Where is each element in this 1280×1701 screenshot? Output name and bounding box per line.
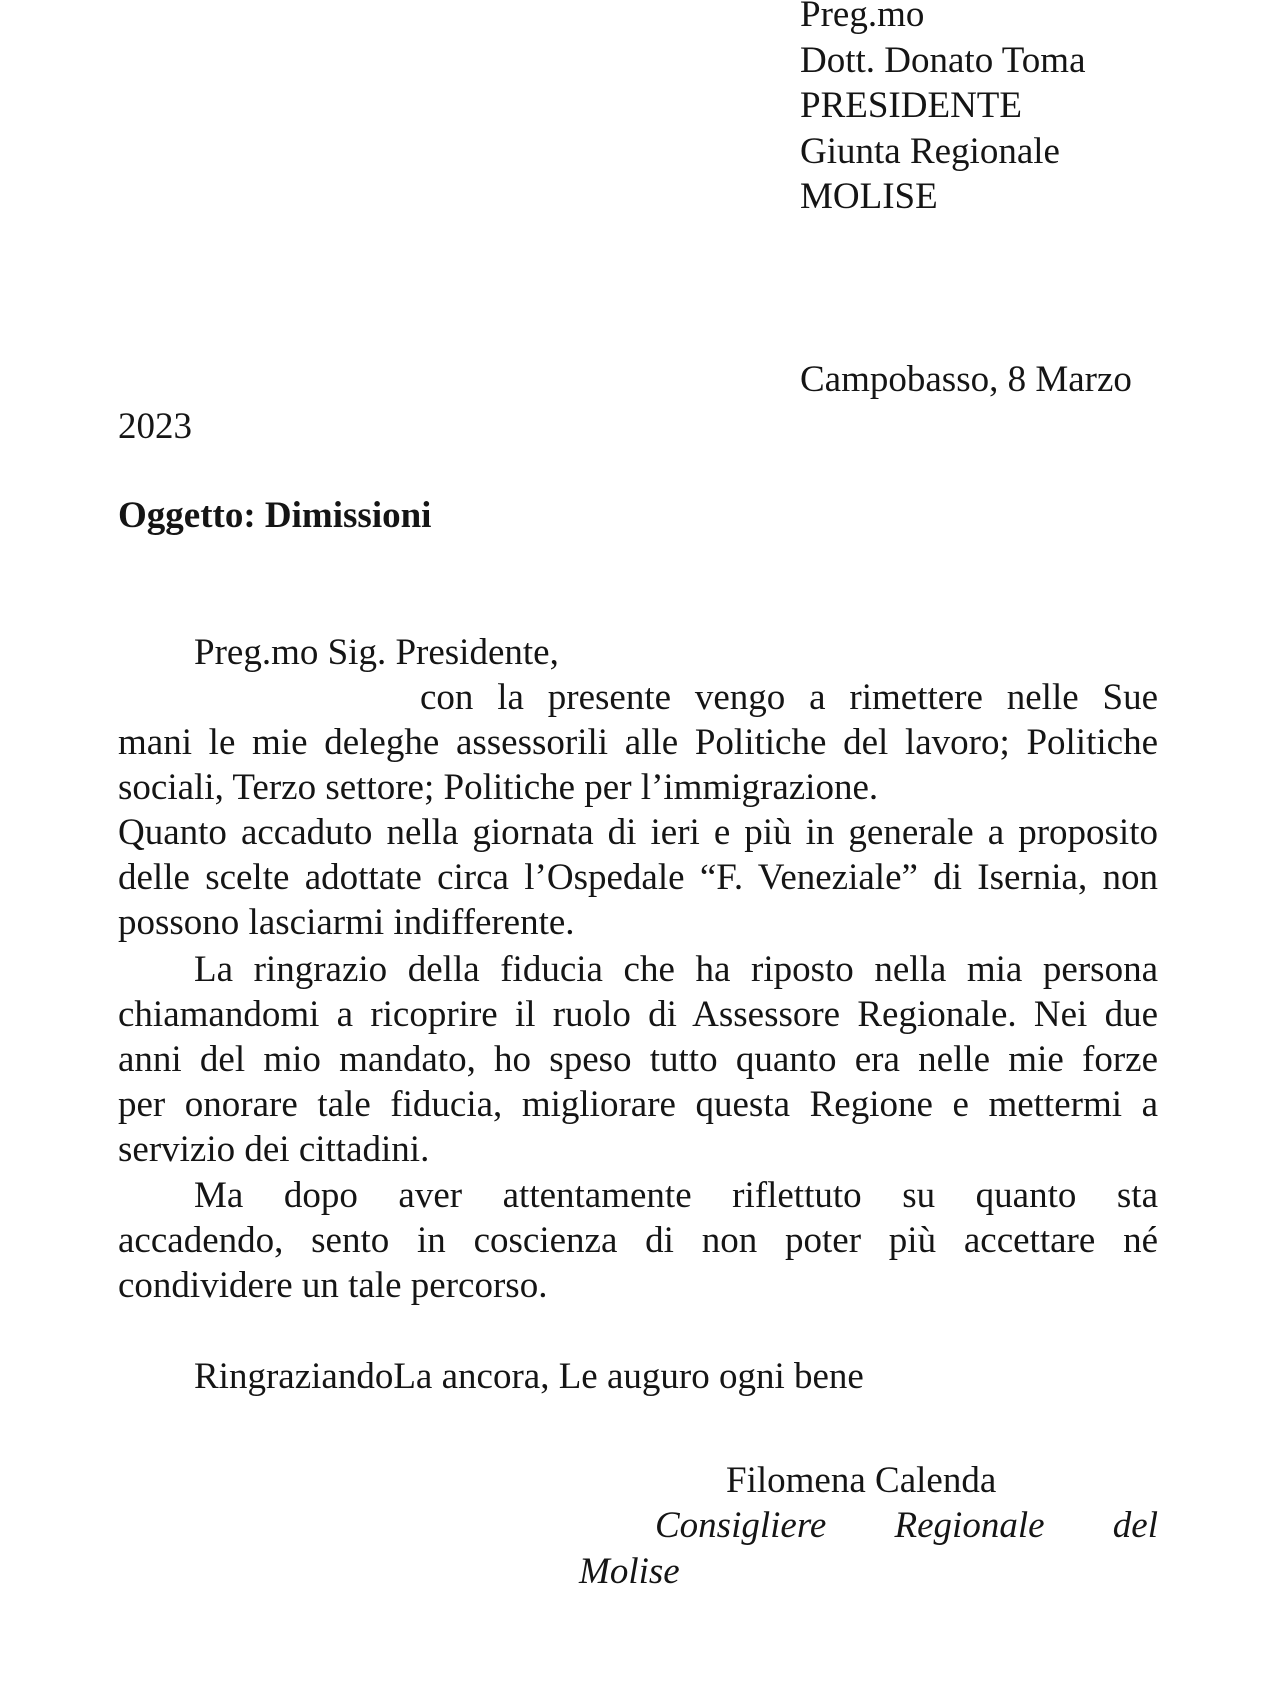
- paragraph-2-line-2: delle scelte adottate circa l’Ospedale “F. Veneziale” di Isernia, non: [118, 857, 1158, 898]
- paragraph-3-line-2: chiamandomi a ricoprire il ruolo di Assessore Regionale. Nei due: [118, 994, 1158, 1035]
- paragraph-2: [118, 810, 1158, 945]
- paragraph-4: [118, 1173, 1158, 1308]
- paragraph-1-line-3: sociali, Terzo settore; Politiche per l’immigrazione.: [118, 767, 879, 808]
- paragraph-4-line-2: accadendo, sento in coscienza di non poter più accettare né: [118, 1220, 1158, 1261]
- paragraph-4-line-3: condividere un tale percorso.: [118, 1265, 548, 1306]
- signature-name: Filomena Calenda: [726, 1460, 997, 1501]
- recipient-region: MOLISE: [800, 176, 938, 217]
- paragraph-3-line-4: per onorare tale fiducia, migliorare questa Regione e mettermi a: [118, 1084, 1158, 1125]
- recipient-body: Giunta Regionale: [800, 130, 1060, 172]
- paragraph-4-line-1: Ma dopo aver attentamente riflettuto su quanto sta: [194, 1175, 1158, 1216]
- recipient-name: Dott. Donato Toma: [800, 39, 1086, 81]
- recipient-honorific: Preg.mo: [800, 0, 925, 35]
- date-year: 2023: [118, 406, 192, 447]
- paragraph-1-line-1: con la presente vengo a rimettere nelle Sue: [420, 677, 1158, 718]
- paragraph-2-line-1: Quanto accaduto nella giornata di ieri e più in generale a proposito: [118, 812, 1158, 853]
- paragraph-2-line-3: possono lasciarmi indifferente.: [118, 902, 575, 943]
- place-date: Campobasso, 8 Marzo: [800, 359, 1132, 400]
- paragraph-1-line-2: mani le mie deleghe assessorili alle Politiche del lavoro; Politiche: [118, 722, 1158, 763]
- recipient-address: [800, 0, 1086, 220]
- salutation: Preg.mo Sig. Presidente,: [194, 632, 559, 673]
- paragraph-3: [118, 947, 1158, 1172]
- signature-role-line-2: Molise: [579, 1551, 680, 1592]
- recipient-title: PRESIDENTE: [800, 85, 1022, 126]
- subject-line: Oggetto: Dimissioni: [118, 495, 432, 536]
- paragraph-3-line-1: La ringrazio della fiducia che ha riposto nella mia persona: [194, 949, 1158, 990]
- paragraph-3-line-3: anni del mio mandato, ho speso tutto quanto era nelle mie forze: [118, 1039, 1158, 1080]
- paragraph-1: [118, 675, 1158, 810]
- signature-role-line-1: Consigliere Regionale del: [655, 1505, 1158, 1546]
- signature-role: [655, 1503, 1158, 1548]
- closing-line: RingraziandoLa ancora, Le auguro ogni bene: [194, 1356, 864, 1397]
- paragraph-3-line-5: servizio dei cittadini.: [118, 1129, 430, 1170]
